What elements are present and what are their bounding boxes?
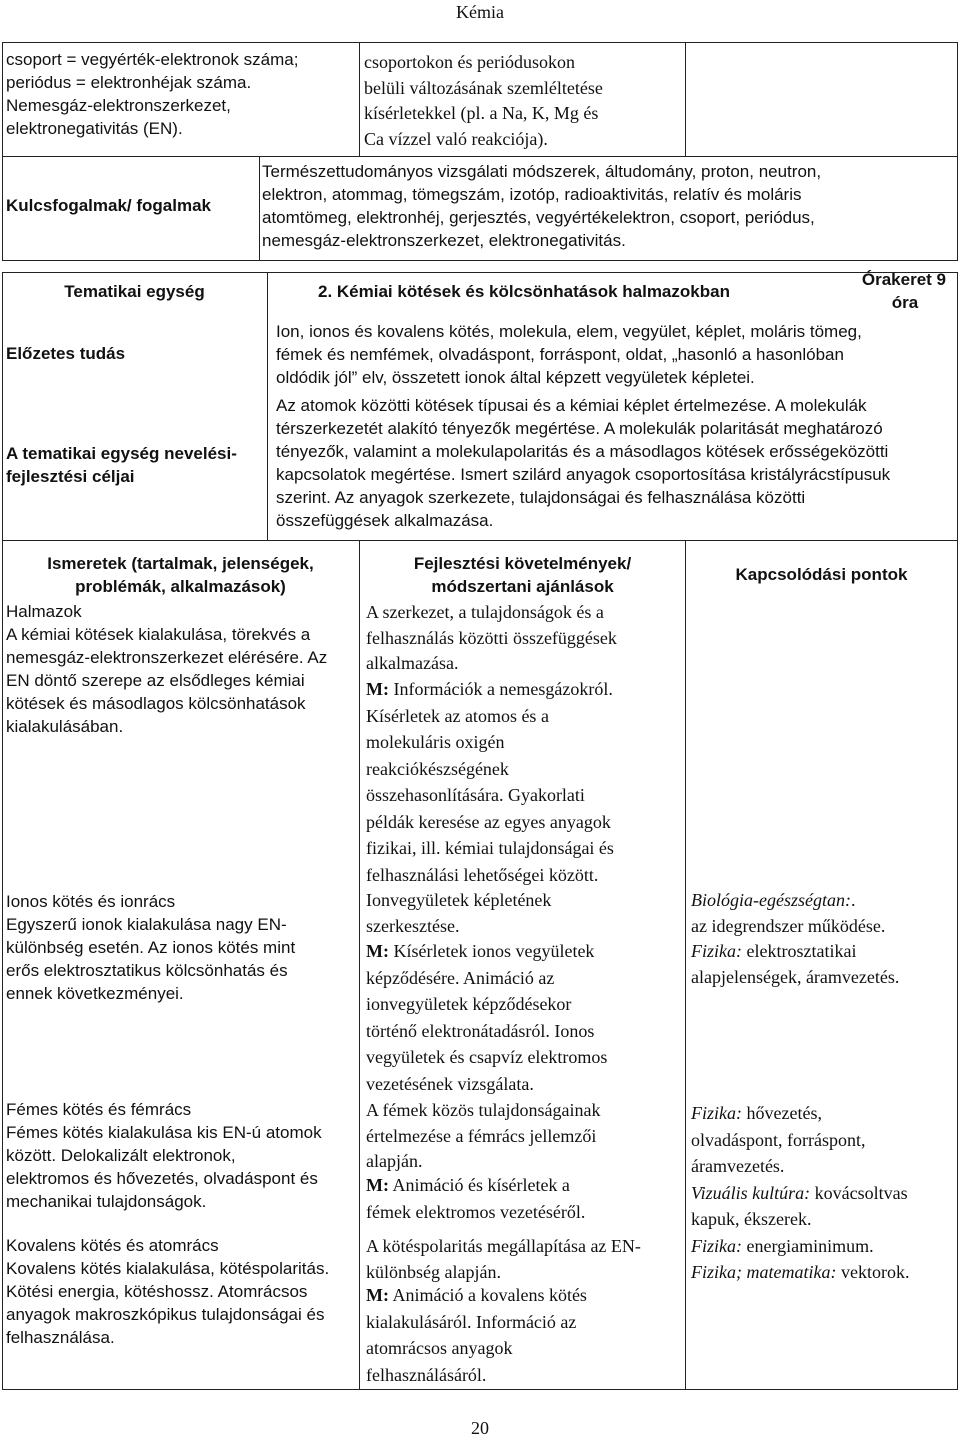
subject-name: Biológia-egészségtan: bbox=[691, 890, 851, 910]
unit-title: 2. Kémiai kötések és kölcsönhatások halmazokban bbox=[318, 282, 730, 301]
text-line: atomtömeg, elektronhéj, gerjesztés, vegyértékelektron, csoport, periódus, bbox=[262, 208, 815, 227]
text-line: képződésére. Animáció az bbox=[366, 967, 555, 988]
col2-header bbox=[360, 552, 685, 598]
col3-block-2 bbox=[691, 1100, 956, 1233]
hours-label: Órakeret 9 bbox=[861, 270, 946, 289]
text-line: EN döntő szerepe az elsődleges kémiai bbox=[6, 671, 305, 690]
text-line: mechanikai tulajdonságok. bbox=[6, 1192, 207, 1211]
page-header-title: Kémia bbox=[456, 2, 504, 22]
text-line: csoport = vegyérték-elektronok száma; bbox=[6, 50, 299, 69]
hours-unit: óra bbox=[891, 293, 919, 312]
text-line: belüli változásának szemléltetése bbox=[364, 77, 603, 98]
col3-header: Kapcsolódási pontok bbox=[735, 565, 908, 584]
text-line: Fémes kötés kialakulása kis EN-ú atomok bbox=[6, 1123, 322, 1142]
text-line: ennek következményei. bbox=[6, 984, 184, 1003]
top-mid-cell bbox=[364, 50, 684, 152]
text-line: periódus = elektronhéjak száma. bbox=[6, 73, 252, 92]
column-divider-top-2 bbox=[685, 42, 686, 156]
text-line: különbség esetén. Az ionos kötés mint bbox=[6, 938, 296, 957]
text-line: atomrácsos anyagok bbox=[366, 1338, 513, 1358]
text-line: Ionos kötés és ionrács bbox=[6, 892, 176, 911]
text-line: molekuláris oxigén bbox=[366, 732, 505, 752]
subject-name: Fizika: bbox=[691, 1103, 742, 1123]
col2-block-1 bbox=[366, 600, 684, 677]
unit-table-right bbox=[957, 272, 958, 1390]
text-line: A szerkezet, a tulajdonságok és a bbox=[366, 602, 604, 622]
text-line: felhasználásáról. bbox=[366, 1364, 487, 1385]
columns-header-top bbox=[2, 540, 958, 541]
elozetes-label: Előzetes tudás bbox=[6, 344, 126, 363]
column-divider-top bbox=[359, 42, 360, 156]
col1-halmazok bbox=[6, 600, 358, 738]
table-border-left bbox=[2, 42, 3, 260]
text-line: Ismeretek (tartalmak, jelenségek, bbox=[47, 554, 314, 573]
text-line: Nemesgáz-elektronszerkezet, bbox=[6, 96, 231, 115]
text-line: nemesgáz-elektronszerkezet elérésére. Az bbox=[6, 648, 328, 667]
text-line: kialakulásáról. Információ az bbox=[366, 1311, 577, 1332]
table-border-right bbox=[957, 42, 958, 260]
text-line: áramvezetés. bbox=[691, 1156, 785, 1176]
text-line: Animáció és kísérletek a bbox=[388, 1175, 570, 1195]
method-marker: M: bbox=[366, 1175, 389, 1195]
subject-name: Vizuális kultúra: bbox=[691, 1182, 811, 1203]
text-line: ionvegyületek képződésekor bbox=[366, 994, 572, 1014]
text-line: alapján. bbox=[366, 1151, 423, 1171]
text-line: Ion, ionos és kovalens kötés, molekula, elem, vegyület, képlet, moláris tömeg, bbox=[276, 322, 862, 341]
row-divider bbox=[2, 156, 958, 157]
text-line: összefüggések alkalmazása. bbox=[276, 511, 494, 530]
text-line: hővezetés, bbox=[742, 1103, 822, 1123]
col2-block-7 bbox=[366, 1234, 688, 1285]
text-line: elektronegativitás (EN). bbox=[6, 119, 183, 138]
text-line: történő elektronátadásról. Ionos bbox=[366, 1020, 595, 1041]
text-line: felhasználás közötti összefüggések bbox=[366, 627, 617, 648]
label-divider bbox=[267, 272, 268, 540]
text-line: az idegrendszer működése. bbox=[691, 915, 886, 936]
text-line: Fejlesztési követelmények/ bbox=[413, 554, 632, 573]
text-line: Halmazok bbox=[6, 602, 82, 621]
text-line: Kísérletek az atomos és a bbox=[366, 705, 549, 726]
text-line: Kovalens kötés és atomrács bbox=[6, 1236, 219, 1255]
text-line: szerkesztése. bbox=[366, 915, 460, 936]
text-line: Kovalens kötés kialakulása, kötéspolaritás. bbox=[6, 1259, 330, 1278]
text-line: Kísérletek ionos vegyületek bbox=[388, 941, 595, 961]
text-line: elektromos és hővezetés, olvadáspont és bbox=[6, 1169, 318, 1188]
col1-fem bbox=[6, 1098, 358, 1213]
text-line: vegyületek és csapvíz elektromos bbox=[366, 1047, 608, 1067]
text-line: A tematikai egység nevelési- bbox=[6, 444, 237, 463]
text-line: energiaminimum. bbox=[742, 1236, 874, 1256]
text-line: Ca vízzel való reakciója). bbox=[364, 128, 548, 149]
text-line: tényezők, valamint a molekulapolaritás és a másodlagos kötések erősségeközötti bbox=[276, 442, 889, 461]
text-line: A fémek közös tulajdonságainak bbox=[366, 1100, 601, 1120]
text-line: Információk a nemesgázokról. bbox=[388, 679, 613, 699]
text-line: fejlesztési céljai bbox=[6, 467, 135, 486]
table-border-bottom bbox=[2, 260, 958, 261]
text-line: alapjelenségek, áramvezetés. bbox=[691, 966, 900, 987]
method-marker: M: bbox=[366, 1285, 389, 1305]
text-line: példák keresése az egyes anyagok bbox=[366, 811, 611, 832]
text-line: Természettudományos vizsgálati módszerek, áltudomány, proton, neutron, bbox=[262, 162, 822, 181]
text-line: reakciókészségének bbox=[366, 758, 509, 779]
text-line: olvadáspont, forráspont, bbox=[691, 1129, 866, 1150]
text-line: A kötéspolaritás megállapítása az EN- bbox=[366, 1236, 641, 1256]
text-line: fémek elektromos vezetéséről. bbox=[366, 1201, 586, 1222]
unit-table-left bbox=[2, 272, 3, 1390]
col2-block-3 bbox=[366, 888, 684, 939]
col2-block-5 bbox=[366, 1098, 684, 1175]
text-line: fizikai, ill. kémiai tulajdonságai és bbox=[366, 838, 614, 858]
text-line: kísérletekkel (pl. a Na, K, Mg és bbox=[364, 103, 599, 123]
text-line: kialakulásában. bbox=[6, 717, 124, 736]
text-line: elektron, atommag, tömegszám, izotóp, radioaktivitás, relatív és moláris bbox=[262, 185, 802, 204]
col1-ionos bbox=[6, 890, 358, 1005]
text-line: térszerkezetét alakító tényezők megértése. A molekulák polaritását meghatározó bbox=[276, 419, 883, 438]
text-line: vezetésének vizsgálata. bbox=[366, 1073, 534, 1094]
col2-block-6 bbox=[366, 1172, 684, 1225]
subject-name: Fizika: bbox=[691, 1236, 742, 1256]
text-line: kovácsoltvas bbox=[810, 1182, 908, 1203]
celok-text bbox=[276, 394, 956, 532]
text-line: felhasználása. bbox=[6, 1328, 115, 1347]
text-line: Fémes kötés és fémrács bbox=[6, 1100, 192, 1119]
kulcsfogalmak-text bbox=[262, 160, 956, 252]
col2-block-4 bbox=[366, 938, 684, 1097]
text-line: Egyszerű ionok kialakulása nagy EN- bbox=[6, 915, 287, 934]
text-line: módszertani ajánlások bbox=[431, 577, 614, 596]
text-line: csoportokon és periódusokon bbox=[364, 52, 575, 72]
text-line: összehasonlítására. Gyakorlati bbox=[366, 785, 585, 805]
table-border-top bbox=[2, 42, 958, 43]
text-line: felhasználási lehetőségei között. bbox=[366, 864, 599, 885]
text-line: kötések és másodlagos kölcsönhatások bbox=[6, 694, 306, 713]
text-line: Animáció a kovalens kötés bbox=[388, 1285, 587, 1305]
text-line: értelmezése a fémrács jellemzői bbox=[366, 1125, 597, 1146]
elozetes-text bbox=[276, 320, 956, 389]
subject-name: Fizika: bbox=[691, 941, 742, 961]
col1-kovalens bbox=[6, 1234, 358, 1349]
celok-label bbox=[6, 442, 266, 488]
col2-block-8 bbox=[366, 1282, 684, 1388]
col3-block-1 bbox=[691, 888, 956, 990]
text-line: elektrosztatikai bbox=[742, 941, 857, 961]
text-line: erős elektrosztatikus kölcsönhatás és bbox=[6, 961, 288, 980]
text-line: fémek és nemfémek, olvadáspont, forráspont, oldat, „hasonló a hasonlóban bbox=[276, 345, 844, 364]
text-line: . bbox=[850, 890, 856, 910]
kulcsfogalmak-label: Kulcsfogalmak/ fogalmak bbox=[6, 196, 212, 215]
subject-name: Fizika; matematika: bbox=[691, 1261, 837, 1282]
kulcs-divider bbox=[259, 156, 260, 260]
page-number: 20 bbox=[471, 1418, 489, 1438]
text-line: vektorok. bbox=[836, 1261, 910, 1282]
method-marker: M: bbox=[366, 679, 389, 699]
text-line: problémák, alkalmazások) bbox=[75, 577, 286, 596]
text-line: oldódik jól” elv, összetett ionok által képzett vegyületek képletei. bbox=[276, 368, 755, 387]
tematikai-label: Tematikai egység bbox=[64, 282, 205, 301]
text-line: alkalmazása. bbox=[366, 653, 459, 673]
text-line: között. Delokalizált elektronok, bbox=[6, 1146, 236, 1165]
text-line: Ionvegyületek képletének bbox=[366, 890, 552, 910]
text-line: kapuk, ékszerek. bbox=[691, 1209, 812, 1229]
method-marker: M: bbox=[366, 941, 389, 961]
text-line: Az atomok közötti kötések típusai és a kémiai képlet értelmezése. A molekulák bbox=[276, 396, 867, 415]
top-left-cell bbox=[6, 48, 356, 140]
text-line: Kötési energia, kötéshossz. Atomrácsos bbox=[6, 1282, 308, 1301]
col3-block-3 bbox=[691, 1234, 956, 1285]
text-line: szerint. Az anyagok szerkezete, tulajdonságai és felhasználása közötti bbox=[276, 488, 806, 507]
text-line: A kémiai kötések kialakulása, törekvés a bbox=[6, 625, 311, 644]
unit-table-bottom bbox=[2, 1389, 958, 1390]
unit-table-top bbox=[2, 272, 958, 273]
hours-box bbox=[848, 268, 956, 314]
text-line: anyagok makroszkópikus tulajdonságai és bbox=[6, 1305, 325, 1324]
text-line: különbség alapján. bbox=[366, 1261, 501, 1282]
text-line: kapcsolatok megértése. Ismert szilárd anyagok csoportosítása kristályrácstípusuk bbox=[276, 465, 891, 484]
col1-divider bbox=[359, 540, 360, 1390]
col1-header bbox=[2, 552, 359, 598]
text-line: nemesgáz-elektronszerkezet, elektronegativitás. bbox=[262, 231, 626, 250]
col2-block-2 bbox=[366, 676, 684, 888]
